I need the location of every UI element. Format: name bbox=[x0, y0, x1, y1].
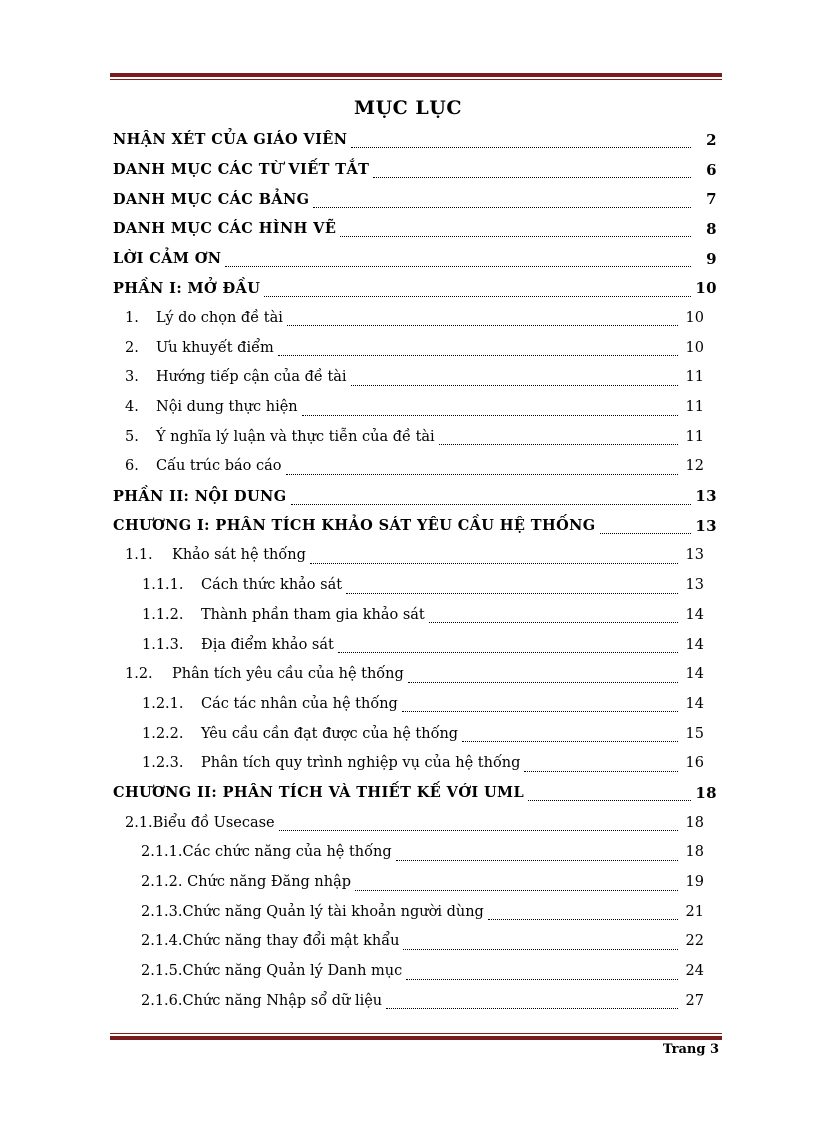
toc-entry-page: 10 bbox=[695, 279, 717, 298]
toc-entry[interactable] bbox=[113, 481, 717, 511]
toc-entry-number: 1.2.2. bbox=[142, 725, 184, 742]
toc-entry-number: 2.1.1. bbox=[141, 844, 183, 861]
toc-entry-page: 11 bbox=[685, 369, 704, 386]
toc-entry-label: LỜI CẢM ƠN bbox=[113, 250, 222, 268]
toc-entry-page: 6 bbox=[706, 160, 717, 179]
toc-entry-page: 2 bbox=[706, 130, 717, 149]
toc-entry-label: Phân tích yêu cầu của hệ thống bbox=[172, 666, 404, 683]
dot-leader bbox=[403, 939, 678, 950]
dot-leader bbox=[340, 226, 691, 237]
toc-entry-label: Nội dung thực hiện bbox=[156, 399, 298, 416]
toc-entry-label: Ưu khuyết điểm bbox=[156, 339, 274, 356]
toc-entry[interactable] bbox=[113, 570, 717, 600]
toc-entry-label: Lý do chọn đề tài bbox=[156, 309, 283, 326]
dot-leader bbox=[429, 612, 678, 623]
toc-entry-label: PHẦN I: MỞ ĐẦU bbox=[113, 279, 261, 297]
toc-entry-number: 1. bbox=[125, 309, 139, 326]
toc-entry-label: Ý nghĩa lý luận và thực tiễn của đề tài bbox=[156, 428, 435, 445]
toc-entry-number: 2.1. bbox=[125, 814, 153, 831]
toc-entry-number: 1.1.2. bbox=[142, 606, 184, 623]
toc-entry-number: 1.1.1. bbox=[142, 577, 184, 594]
dot-leader bbox=[291, 494, 692, 505]
toc-entry[interactable] bbox=[113, 630, 717, 660]
dot-leader bbox=[351, 137, 691, 148]
toc-entry[interactable] bbox=[113, 244, 717, 274]
toc-entry[interactable] bbox=[113, 867, 717, 897]
dot-leader bbox=[279, 820, 678, 831]
toc-entry-label: Chức năng Quản lý Danh mục bbox=[182, 963, 403, 980]
toc-entry-label: CHƯƠNG I: PHÂN TÍCH KHẢO SÁT YÊU CẦU HỆ THỐNG bbox=[113, 517, 596, 535]
toc-entry-label: DANH MỤC CÁC TỪ VIẾT TẮT bbox=[113, 161, 370, 179]
dot-leader bbox=[264, 286, 691, 297]
toc-entry[interactable] bbox=[113, 986, 717, 1016]
toc-entry-page: 8 bbox=[706, 219, 717, 238]
toc-entry[interactable] bbox=[113, 273, 717, 303]
toc-entry[interactable] bbox=[113, 541, 717, 571]
toc-entry-page: 10 bbox=[685, 339, 704, 356]
toc-entry[interactable] bbox=[113, 392, 717, 422]
dot-leader bbox=[386, 998, 678, 1009]
toc-entry[interactable] bbox=[113, 303, 717, 333]
toc-entry-label: PHẦN II: NỘI DUNG bbox=[113, 487, 287, 505]
toc-entry-page: 27 bbox=[685, 992, 704, 1009]
toc-entry-page: 9 bbox=[706, 249, 717, 268]
toc-entry-page: 18 bbox=[685, 844, 704, 861]
dot-leader bbox=[408, 672, 678, 683]
toc-entry[interactable] bbox=[113, 214, 717, 244]
toc-entry-label: Chức năng thay đổi mật khẩu bbox=[182, 933, 400, 950]
dot-leader bbox=[396, 850, 678, 861]
toc-entry[interactable] bbox=[113, 748, 717, 778]
toc-entry-number: 2.1.2. bbox=[141, 874, 183, 891]
toc-entry-page: 11 bbox=[685, 428, 704, 445]
toc-entry-page: 15 bbox=[685, 725, 704, 742]
toc-entry-label: Địa điểm khảo sát bbox=[201, 636, 334, 653]
toc-entry-number: 3. bbox=[125, 369, 139, 386]
toc-entry[interactable] bbox=[113, 422, 717, 452]
toc-entry-label: Cấu trúc báo cáo bbox=[156, 458, 282, 475]
toc-entry-page: 14 bbox=[685, 695, 704, 712]
dot-leader bbox=[302, 405, 678, 416]
dot-leader bbox=[524, 761, 678, 772]
dot-leader bbox=[439, 434, 678, 445]
toc-entry-number: 2.1.6. bbox=[141, 992, 183, 1009]
toc-entry-label: Khảo sát hệ thống bbox=[172, 547, 306, 564]
toc-entry[interactable] bbox=[113, 689, 717, 719]
dot-leader bbox=[346, 583, 678, 594]
toc-entry-number: 2.1.5. bbox=[141, 963, 183, 980]
header-rule bbox=[110, 73, 722, 80]
dot-leader bbox=[528, 790, 691, 801]
dot-leader bbox=[338, 642, 678, 653]
toc-entry-label: Các chức năng của hệ thống bbox=[182, 844, 392, 861]
dot-leader bbox=[462, 731, 678, 742]
toc-entry-page: 13 bbox=[685, 577, 704, 594]
toc-entry-label: DANH MỤC CÁC BẢNG bbox=[113, 190, 310, 208]
dot-leader bbox=[402, 701, 678, 712]
toc-entry-page: 14 bbox=[685, 636, 704, 653]
toc-entry-label: Biểu đồ Usecase bbox=[152, 814, 275, 831]
toc-entry[interactable] bbox=[113, 333, 717, 363]
toc-entry-number: 2. bbox=[125, 339, 139, 356]
toc-entry-page: 14 bbox=[685, 666, 704, 683]
toc-entry[interactable] bbox=[113, 838, 717, 868]
toc-entry-number: 1.2.1. bbox=[142, 695, 184, 712]
toc-entry[interactable] bbox=[113, 452, 717, 482]
toc-entry-page: 21 bbox=[685, 903, 704, 920]
toc-entry[interactable] bbox=[113, 778, 717, 808]
toc-entry-page: 13 bbox=[695, 516, 717, 535]
toc-entry[interactable] bbox=[113, 897, 717, 927]
toc-entry[interactable] bbox=[113, 155, 717, 185]
toc-entry-label: Hướng tiếp cận của đề tài bbox=[156, 369, 347, 386]
toc-entry-label: DANH MỤC CÁC HÌNH VẼ bbox=[113, 220, 337, 238]
toc-entry-page: 10 bbox=[685, 309, 704, 326]
toc-entry-page: 7 bbox=[706, 190, 717, 209]
toc-entry-number: 5. bbox=[125, 428, 139, 445]
toc-entry-number: 2.1.3. bbox=[141, 903, 183, 920]
footer-rule bbox=[110, 1033, 722, 1040]
dot-leader bbox=[355, 880, 678, 891]
dot-leader bbox=[225, 256, 691, 267]
toc-entry-label: Chức năng Nhập sổ dữ liệu bbox=[182, 992, 383, 1009]
toc-entry-page: 12 bbox=[685, 458, 704, 475]
dot-leader bbox=[313, 197, 691, 208]
dot-leader bbox=[278, 345, 678, 356]
page-number: Trang 3 bbox=[662, 1042, 719, 1057]
toc-entry-number: 1.2.3. bbox=[142, 755, 184, 772]
dot-leader bbox=[406, 969, 678, 980]
toc-entry-number: 6. bbox=[125, 458, 139, 475]
toc-entry[interactable] bbox=[113, 125, 717, 155]
toc-entry-page: 13 bbox=[695, 487, 717, 506]
toc-entry[interactable] bbox=[113, 511, 717, 541]
toc-entry[interactable] bbox=[113, 927, 717, 957]
toc-entry-label: CHƯƠNG II: PHÂN TÍCH VÀ THIẾT KẾ VỚI UML bbox=[113, 784, 525, 802]
toc-entry-page: 24 bbox=[685, 963, 704, 980]
toc-entry-number: 1.1.3. bbox=[142, 636, 184, 653]
toc-entry-number: 2.1.4. bbox=[141, 933, 183, 950]
toc-entry[interactable] bbox=[113, 659, 717, 689]
toc-entry-label: Yêu cầu cần đạt được của hệ thống bbox=[201, 725, 459, 742]
dot-leader bbox=[600, 523, 691, 534]
toc-entry-label: Phân tích quy trình nghiệp vụ của hệ thống bbox=[201, 755, 521, 772]
toc-entry-page: 11 bbox=[685, 399, 704, 416]
toc-entry-label: Các tác nhân của hệ thống bbox=[201, 695, 398, 712]
toc-entry-page: 18 bbox=[685, 814, 704, 831]
toc-entry-page: 22 bbox=[685, 933, 704, 950]
toc-entry-label: Thành phần tham gia khảo sát bbox=[201, 606, 425, 623]
toc-entry-label: Chức năng Quản lý tài khoản người dùng bbox=[182, 903, 484, 920]
dot-leader bbox=[488, 909, 678, 920]
table-of-contents bbox=[113, 125, 717, 1016]
toc-entry-page: 18 bbox=[695, 783, 717, 802]
dot-leader bbox=[310, 553, 678, 564]
toc-entry-page: 13 bbox=[685, 547, 704, 564]
dot-leader bbox=[373, 167, 691, 178]
toc-entry-page: 16 bbox=[685, 755, 704, 772]
dot-leader bbox=[351, 375, 678, 386]
dot-leader bbox=[287, 315, 678, 326]
toc-entry-label: Cách thức khảo sát bbox=[201, 577, 343, 594]
toc-entry[interactable] bbox=[113, 956, 717, 986]
toc-entry[interactable] bbox=[113, 600, 717, 630]
toc-entry[interactable] bbox=[113, 363, 717, 393]
toc-entry-number: 1.1. bbox=[125, 547, 153, 564]
toc-entry[interactable] bbox=[113, 719, 717, 749]
toc-entry[interactable] bbox=[113, 808, 717, 838]
toc-entry[interactable] bbox=[113, 184, 717, 214]
toc-entry-label: NHẬN XÉT CỦA GIÁO VIÊN bbox=[113, 131, 348, 149]
toc-entry-label: Chức năng Đăng nhập bbox=[182, 874, 352, 891]
toc-entry-number: 1.2. bbox=[125, 666, 153, 683]
toc-entry-page: 19 bbox=[685, 874, 704, 891]
toc-entry-number: 4. bbox=[125, 399, 139, 416]
toc-entry-page: 14 bbox=[685, 606, 704, 623]
dot-leader bbox=[286, 464, 678, 475]
page-title: MỤC LỤC bbox=[354, 97, 462, 119]
